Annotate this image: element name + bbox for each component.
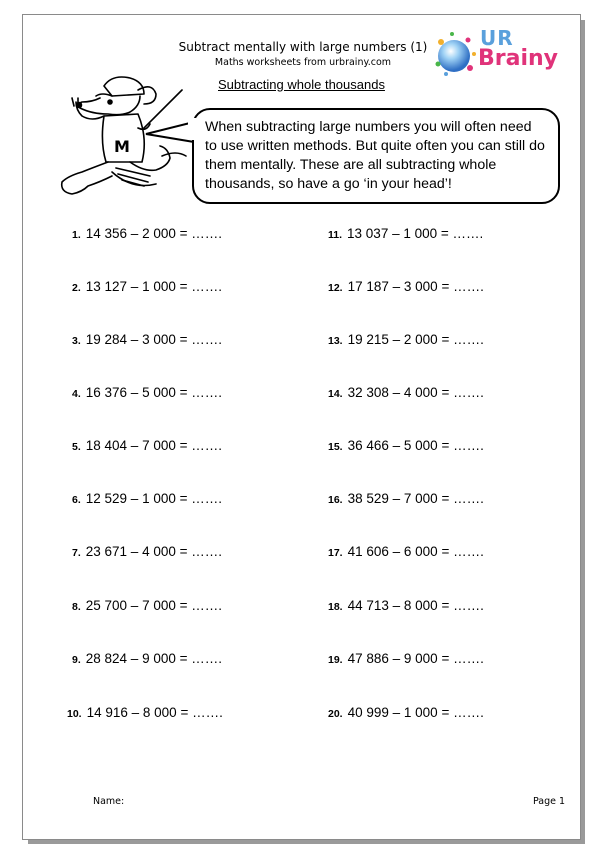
answer-blank[interactable]: ……. bbox=[191, 544, 223, 559]
question-expression: 47 886 – 9 000 = bbox=[347, 651, 450, 666]
answer-blank[interactable]: ……. bbox=[191, 598, 223, 613]
section-heading: Subtracting whole thousands bbox=[218, 77, 385, 92]
answer-blank[interactable]: ……. bbox=[453, 705, 484, 720]
answer-blank[interactable]: ……. bbox=[453, 651, 484, 666]
page-number: Page 1 bbox=[533, 796, 566, 807]
shirt-letter: M bbox=[114, 137, 130, 156]
answer-blank[interactable]: ……. bbox=[453, 491, 484, 506]
question-number: 2. bbox=[72, 282, 81, 294]
question-row bbox=[72, 332, 222, 347]
bubble-line: thousands, so have a go ‘in your head’! bbox=[205, 176, 452, 192]
question-row bbox=[328, 651, 484, 666]
question-expression: 40 999 – 1 000 = bbox=[347, 705, 450, 720]
answer-blank[interactable]: ……. bbox=[453, 332, 484, 347]
question-expression: 41 606 – 6 000 = bbox=[347, 544, 450, 559]
question-number: 3. bbox=[72, 335, 81, 347]
question-row bbox=[72, 598, 222, 613]
question-expression: 14 356 – 2 000 = bbox=[85, 226, 188, 241]
answer-blank[interactable]: ……. bbox=[452, 226, 484, 241]
question-number: 7. bbox=[72, 547, 81, 559]
page-shadow-bottom bbox=[28, 840, 585, 844]
question-number: 17. bbox=[328, 547, 343, 559]
question-row bbox=[328, 438, 484, 453]
question-row bbox=[72, 226, 222, 241]
question-number: 10. bbox=[67, 708, 82, 720]
answer-blank[interactable]: ……. bbox=[191, 332, 223, 347]
question-expression: 44 713 – 8 000 = bbox=[347, 598, 450, 613]
question-row bbox=[328, 598, 484, 613]
page-shadow-right bbox=[581, 20, 585, 844]
question-expression: 38 529 – 7 000 = bbox=[347, 491, 450, 506]
question-row bbox=[67, 705, 223, 720]
question-number: 9. bbox=[72, 654, 81, 666]
question-number: 19. bbox=[328, 654, 343, 666]
question-number: 12. bbox=[328, 282, 343, 294]
question-row bbox=[328, 544, 484, 559]
question-expression: 18 404 – 7 000 = bbox=[85, 438, 188, 453]
answer-blank[interactable]: ……. bbox=[192, 705, 223, 720]
question-expression: 13 037 – 1 000 = bbox=[347, 226, 449, 241]
answer-blank[interactable]: ……. bbox=[453, 385, 484, 400]
question-number: 4. bbox=[72, 388, 81, 400]
question-expression: 32 308 – 4 000 = bbox=[347, 385, 450, 400]
question-row bbox=[328, 491, 484, 506]
question-number: 15. bbox=[328, 441, 343, 453]
answer-blank[interactable]: ……. bbox=[453, 544, 484, 559]
question-row bbox=[328, 332, 484, 347]
question-number: 5. bbox=[72, 441, 81, 453]
name-label: Name: bbox=[93, 796, 125, 807]
question-expression: 19 284 – 3 000 = bbox=[85, 332, 188, 347]
globe-icon bbox=[432, 28, 484, 80]
question-row bbox=[72, 651, 222, 666]
urbrainy-logo bbox=[432, 26, 559, 80]
question-row bbox=[72, 438, 222, 453]
logo-brainy-text: Brainy bbox=[478, 46, 559, 71]
question-number: 11. bbox=[328, 229, 343, 241]
bubble-line: When subtracting large numbers you will often need bbox=[205, 119, 532, 135]
question-number: 1. bbox=[72, 229, 81, 241]
answer-blank[interactable]: ……. bbox=[453, 598, 484, 613]
question-number: 20. bbox=[328, 708, 343, 720]
logo-ur-text: UR bbox=[480, 26, 514, 50]
bubble-line: to use written methods. But quite often you can still do bbox=[205, 138, 545, 154]
question-expression: 28 824 – 9 000 = bbox=[85, 651, 188, 666]
answer-blank[interactable]: ……. bbox=[191, 226, 223, 241]
answer-blank[interactable]: ……. bbox=[191, 385, 223, 400]
bubble-line: them mentally. These are all subtracting whole bbox=[205, 157, 497, 173]
question-number: 14. bbox=[328, 388, 343, 400]
question-expression: 23 671 – 4 000 = bbox=[85, 544, 188, 559]
question-expression: 17 187 – 3 000 = bbox=[347, 279, 450, 294]
worksheet-title: Subtract mentally with large numbers (1) bbox=[178, 40, 428, 54]
question-row bbox=[72, 491, 222, 506]
question-expression: 14 916 – 8 000 = bbox=[86, 705, 189, 720]
question-row bbox=[328, 226, 483, 241]
answer-blank[interactable]: ……. bbox=[191, 651, 223, 666]
answer-blank[interactable]: ……. bbox=[191, 491, 223, 506]
question-expression: 19 215 – 2 000 = bbox=[347, 332, 450, 347]
question-number: 6. bbox=[72, 494, 81, 506]
question-expression: 36 466 – 5 000 = bbox=[347, 438, 450, 453]
question-row bbox=[72, 279, 222, 294]
question-row bbox=[328, 385, 484, 400]
question-row bbox=[72, 544, 222, 559]
answer-blank[interactable]: ……. bbox=[191, 279, 223, 294]
question-number: 8. bbox=[72, 601, 81, 613]
question-expression: 16 376 – 5 000 = bbox=[85, 385, 188, 400]
question-expression: 12 529 – 1 000 = bbox=[85, 491, 188, 506]
answer-blank[interactable]: ……. bbox=[453, 279, 484, 294]
question-expression: 25 700 – 7 000 = bbox=[85, 598, 188, 613]
worksheet-subtitle: Maths worksheets from urbrainy.com bbox=[214, 57, 392, 68]
question-number: 18. bbox=[328, 601, 343, 613]
speech-bubble-text bbox=[205, 118, 555, 194]
question-expression: 13 127 – 1 000 = bbox=[85, 279, 188, 294]
question-row bbox=[328, 279, 484, 294]
answer-blank[interactable]: ……. bbox=[453, 438, 484, 453]
answer-blank[interactable]: ……. bbox=[191, 438, 223, 453]
question-number: 13. bbox=[328, 335, 343, 347]
question-row bbox=[328, 705, 484, 720]
bubble-tail-gap bbox=[188, 118, 196, 140]
question-row bbox=[72, 385, 222, 400]
question-number: 16. bbox=[328, 494, 343, 506]
